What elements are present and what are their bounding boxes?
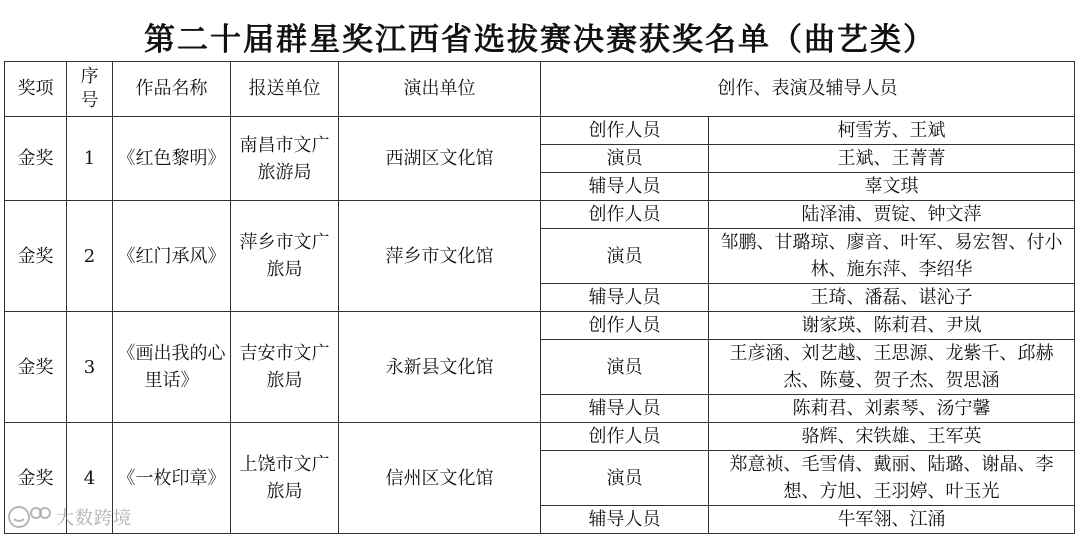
header-work: 作品名称: [113, 62, 231, 117]
awards-table: [4, 61, 1075, 534]
unit-cell: 上饶市文广旅局: [231, 423, 339, 534]
role-cell: 演员: [541, 340, 709, 395]
page-title: 第二十届群星奖江西省选拔赛决赛获奖名单（曲艺类）: [144, 22, 936, 58]
table-row: [5, 312, 1075, 340]
perf-unit-cell: 西湖区文化馆: [339, 117, 541, 201]
people-cell: 谢家瑛、陈莉君、尹岚: [709, 312, 1075, 340]
award-cell: 金奖: [5, 117, 67, 201]
table-row: [5, 117, 1075, 145]
people-cell: 辜文琪: [709, 173, 1075, 201]
award-cell: 金奖: [5, 201, 67, 312]
header-perf-unit: 演出单位: [339, 62, 541, 117]
people-cell: 王琦、潘磊、谌沁子: [709, 284, 1075, 312]
perf-unit-cell: 信州区文化馆: [339, 423, 541, 534]
unit-cell: 吉安市文广旅局: [231, 312, 339, 423]
watermark-text: 大数跨境: [56, 508, 132, 529]
role-cell: 创作人员: [541, 117, 709, 145]
role-cell: 演员: [541, 229, 709, 284]
seq-cell: 3: [67, 312, 113, 423]
watermark-logo-icon: [6, 504, 52, 530]
role-cell: 演员: [541, 451, 709, 506]
header-award: 奖项: [5, 62, 67, 117]
work-cell: 《画出我的心里话》: [113, 312, 231, 423]
people-cell: 陆泽浦、贾锭、钟文萍: [709, 201, 1075, 229]
role-cell: 辅导人员: [541, 506, 709, 534]
header-unit: 报送单位: [231, 62, 339, 117]
header-seq: 序号: [67, 62, 113, 117]
people-cell: 郑意祯、毛雪倩、戴丽、陆璐、谢晶、李想、方旭、王羽婷、叶玉光: [709, 451, 1075, 506]
table-row: [5, 201, 1075, 229]
role-cell: 创作人员: [541, 201, 709, 229]
people-cell: 邹鹏、甘璐琼、廖音、叶军、易宏智、付小林、施东萍、李绍华: [709, 229, 1075, 284]
role-cell: 辅导人员: [541, 395, 709, 423]
role-cell: 辅导人员: [541, 173, 709, 201]
watermark: [6, 503, 132, 531]
role-cell: 辅导人员: [541, 284, 709, 312]
people-cell: 柯雪芳、王斌: [709, 117, 1075, 145]
table-header-row: [5, 62, 1075, 117]
unit-cell: 南昌市文广旅游局: [231, 117, 339, 201]
people-cell: 牛军翎、江涌: [709, 506, 1075, 534]
role-cell: 演员: [541, 145, 709, 173]
header-staff: 创作、表演及辅导人员: [541, 62, 1075, 117]
role-cell: 创作人员: [541, 423, 709, 451]
table-row: [5, 423, 1075, 451]
work-cell: 《一枚印章》: [113, 423, 231, 534]
role-cell: 创作人员: [541, 312, 709, 340]
people-cell: 骆辉、宋铁雄、王军英: [709, 423, 1075, 451]
seq-cell: 4: [67, 423, 113, 534]
seq-cell: 1: [67, 117, 113, 201]
people-cell: 陈莉君、刘素琴、汤宁馨: [709, 395, 1075, 423]
award-cell: 金奖: [5, 423, 67, 534]
seq-cell: 2: [67, 201, 113, 312]
perf-unit-cell: 永新县文化馆: [339, 312, 541, 423]
perf-unit-cell: 萍乡市文化馆: [339, 201, 541, 312]
work-cell: 《红色黎明》: [113, 117, 231, 201]
people-cell: 王斌、王菁菁: [709, 145, 1075, 173]
unit-cell: 萍乡市文广旅局: [231, 201, 339, 312]
work-cell: 《红门承风》: [113, 201, 231, 312]
people-cell: 王彦涵、刘艺越、王思源、龙紫千、邱赫杰、陈蔓、贺子杰、贺思涵: [709, 340, 1075, 395]
award-cell: 金奖: [5, 312, 67, 423]
